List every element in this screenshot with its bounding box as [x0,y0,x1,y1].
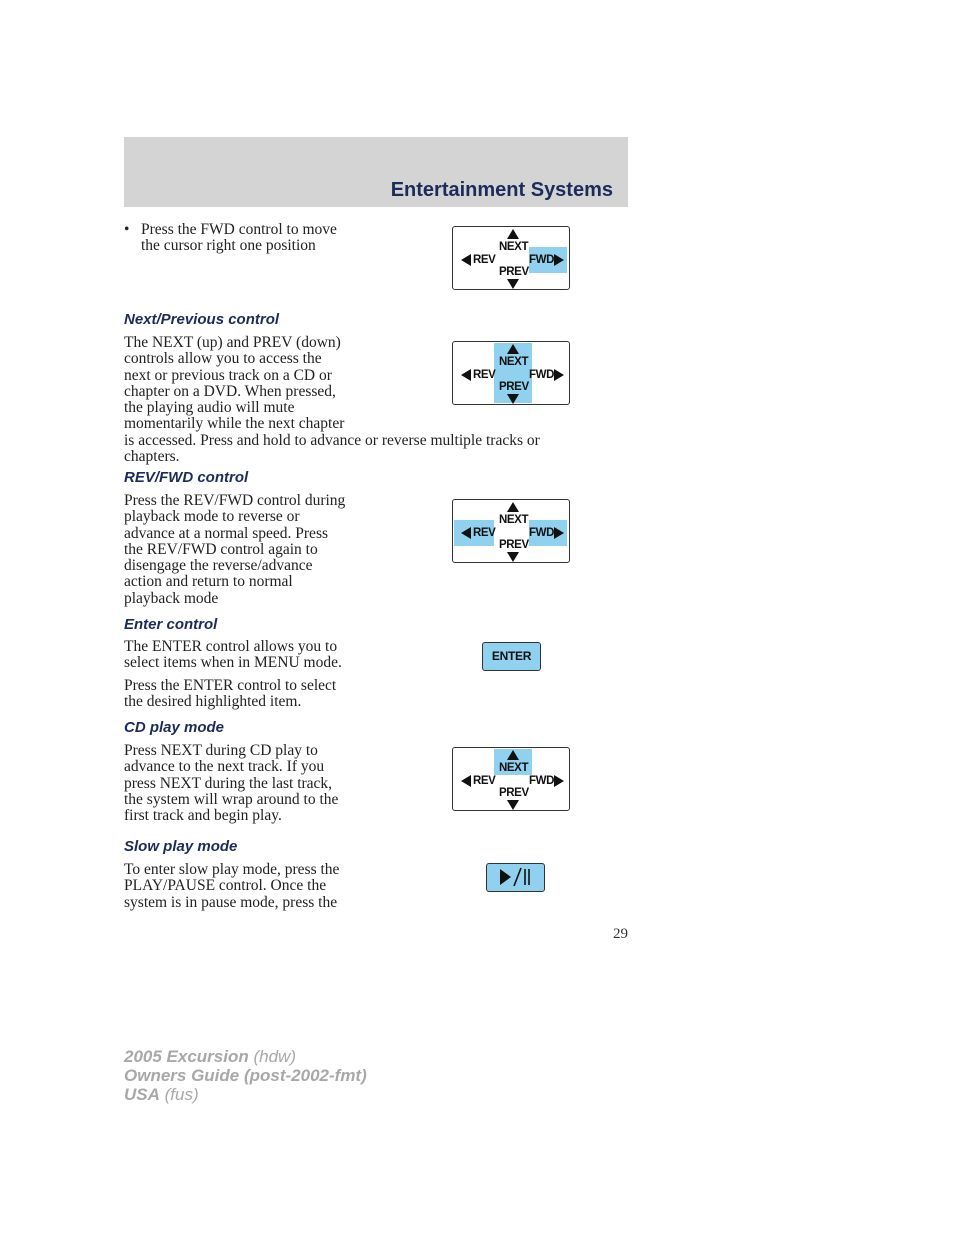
down-arrow-icon [507,394,519,404]
text-line: first track and begin play. [124,807,282,825]
section-heading-rev-fwd: REV/FWD control [124,469,249,486]
text-line: next or previous track on a CD or [124,366,332,384]
up-arrow-icon [507,229,519,239]
prev-label: PREV [499,539,529,551]
dpad-rev-fwd-highlight [452,499,570,563]
paragraph-enter-2 [124,678,336,711]
enter-button-illustration: ENTER [482,642,541,671]
next-label: NEXT [499,356,529,368]
fwd-label: FWD [529,775,554,787]
left-arrow-icon [461,775,471,787]
text-line: The NEXT (up) and PREV (down) [124,334,341,351]
text-line: is accessed. Press and hold to advance or reverse multiple tracks or [124,431,540,449]
bullet-item-fwd [124,222,337,255]
play-pause-icon [487,864,543,890]
footer-line-3 [124,1085,367,1104]
text-line: playback mode to reverse or [124,508,300,526]
down-arrow-icon [507,279,519,289]
dpad-next-highlight [452,747,570,811]
text-line: the desired highlighted item. [124,693,302,711]
text-line: PLAY/PAUSE control. Once the [124,877,327,895]
prev-label: PREV [499,787,529,799]
up-arrow-icon [507,344,519,354]
text-line: To enter slow play mode, press the [124,861,340,878]
text-line: select items when in MENU mode. [124,654,342,672]
right-arrow-icon [554,254,564,266]
text-line: press NEXT during the last track, [124,774,333,792]
text-line: playback mode [124,589,219,607]
text-line: momentarily while the next chapter [124,415,345,433]
header-bar [124,137,628,207]
footer-model: 2005 Excursion [124,1047,249,1066]
down-arrow-icon [507,552,519,562]
left-arrow-icon [461,527,471,539]
play-pause-button-illustration [486,863,545,892]
text-line: Press the FWD control to move [141,221,337,238]
down-arrow-icon [507,800,519,810]
footer-market-code: (fus) [159,1085,199,1104]
paragraph-enter-1 [124,639,342,672]
footer-market: USA [124,1085,160,1104]
text-line: disengage the reverse/advance [124,557,313,575]
fwd-label: FWD [529,527,554,539]
dpad-fwd-highlight [452,226,570,290]
section-heading-cd-play: CD play mode [124,719,225,736]
left-arrow-icon [461,369,471,381]
paragraph-rev-fwd [124,493,345,607]
text-line: The ENTER control allows you to [124,638,338,655]
text-line: the playing audio will mute [124,399,295,417]
footer-guide: Owners Guide (post-2002-fmt) [124,1066,367,1085]
right-arrow-icon [554,369,564,381]
text-line: chapters. [124,448,180,466]
text-line: Press the ENTER control to select [124,677,337,694]
text-line: Press NEXT during CD play to [124,742,318,759]
footer-model-code: (hdw) [248,1047,296,1066]
rev-label: REV [473,254,496,266]
paragraph-cd-play [124,743,338,824]
text-line: the REV/FWD control again to [124,540,318,558]
prev-label: PREV [499,266,529,278]
text-line: Press the REV/FWD control during [124,492,346,509]
right-arrow-icon [554,775,564,787]
dpad-next-prev-highlight [452,341,570,405]
text-line: the cursor right one position [141,237,316,255]
footer-line-1 [124,1047,367,1066]
page-title: Entertainment Systems [390,179,613,201]
text-line: the system will wrap around to the [124,790,339,808]
section-heading-slow-play: Slow play mode [124,838,238,855]
footer [124,1047,367,1104]
rev-label: REV [473,775,496,787]
up-arrow-icon [507,502,519,512]
fwd-label: FWD [529,254,554,266]
right-arrow-icon [554,527,564,539]
text-line: advance to the next track. If you [124,758,325,776]
next-label: NEXT [499,762,529,774]
section-heading-enter: Enter control [124,616,218,633]
rev-label: REV [473,527,496,539]
paragraph-slow-play [124,862,339,911]
section-heading-next-prev: Next/Previous control [124,311,280,328]
bullet-symbol: • [124,221,130,238]
text-line: action and return to normal [124,573,293,591]
page-number: 29 [613,926,628,942]
next-label: NEXT [499,514,529,526]
prev-label: PREV [499,381,529,393]
text-line: controls allow you to access the [124,350,322,368]
text-line: advance at a normal speed. Press [124,524,329,542]
text-line: chapter on a DVD. When pressed, [124,382,336,400]
left-arrow-icon [461,254,471,266]
text-line: system is in pause mode, press the [124,893,338,911]
footer-line-2 [124,1066,367,1085]
fwd-label: FWD [529,369,554,381]
rev-label: REV [473,369,496,381]
up-arrow-icon [507,750,519,760]
next-label: NEXT [499,241,529,253]
